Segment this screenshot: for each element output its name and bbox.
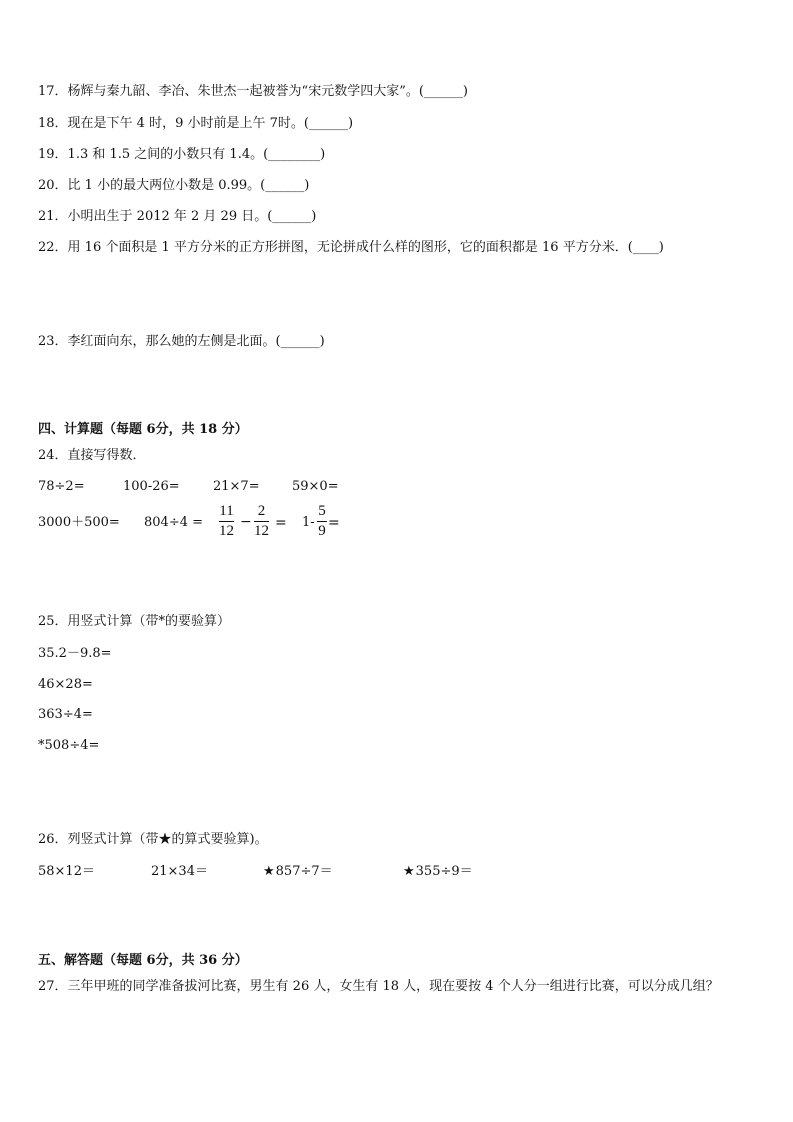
calc-item: 804÷4 = [144,515,204,530]
calc-item: 21×7= [213,479,260,494]
section-5-heading: 五、解答题（每题 6分，共 36 分） [38,953,248,968]
fraction-5-9 [317,503,327,540]
star-icon: ★ [403,864,415,879]
question-23: 23．李红面向东，那么她的左侧是北面。(______) [38,334,325,349]
denominator: 9 [318,523,326,539]
calc-item [38,864,95,880]
calc-item: 78÷2= [38,479,85,494]
question-17: 17．杨辉与秦九韶、李冶、朱世杰一起被誉为“宋元数学四大家”。(______) [38,84,468,99]
numerator: 5 [318,503,326,519]
question-27: 27．三年甲班的同学准备拔河比赛，男生有 26 人，女生有 18 人，现在要按 4 个人分一组进行比赛，可以分成几组？ [38,979,719,994]
denominator: 12 [254,523,269,539]
fraction-11-12 [219,503,234,540]
calc-item [263,864,333,880]
question-21: 21．小明出生于 2012 年 2 月 29 日。(______) [38,209,317,224]
fraction-bar [219,521,234,522]
calc-expression: 857÷7＝ [275,864,333,879]
fraction-bar [317,521,327,522]
fraction-2-12 [254,503,269,540]
calc-item: *508÷4= [38,738,100,753]
calc-item: 35.2－9.8= [38,646,112,661]
one-minus: 1- [302,515,315,530]
equals-sign: = [328,515,340,531]
calc-expression: 58×12＝ [38,864,95,879]
calc-item [151,864,208,880]
calc-item: 363÷4= [38,707,93,722]
star-icon: ★ [263,864,275,879]
numerator: 2 [257,503,266,519]
numerator: 11 [219,503,234,519]
calc-expression: 21×34＝ [151,864,208,879]
calc-expression: 355÷9＝ [415,864,473,879]
question-26-prompt: 26．列竖式计算（带★的算式要验算)。 [38,832,268,847]
calc-item [403,864,473,880]
minus-sign: − [240,514,252,530]
fraction-bar [254,521,269,522]
calc-item: 3000＋500= [38,515,120,530]
calc-item: 59×0= [292,479,339,494]
calc-item: 46×28= [38,677,93,692]
question-22: 22．用 16 个面积是 1 平方分米的正方形拼图，无论拼成什么样的图形，它的面积都是 16 平方分米．(____) [38,240,664,255]
denominator: 12 [219,523,234,539]
section-4-heading: 四、计算题（每题 6分，共 18 分） [38,422,248,437]
question-19: 19．1.3 和 1.5 之间的小数只有 1.4。(________) [38,147,326,162]
equals-sign: = [275,515,287,531]
question-20: 20．比 1 小的最大两位小数是 0.99。(______) [38,178,310,193]
question-24-prompt: 24．直接写得数． [38,448,146,463]
question-25-prompt: 25．用竖式计算（带*的要验算） [38,614,231,629]
question-18: 18．现在是下午 4 时，9 小时前是上午 7时。(______) [38,116,354,131]
calc-item: 100-26= [123,479,180,494]
